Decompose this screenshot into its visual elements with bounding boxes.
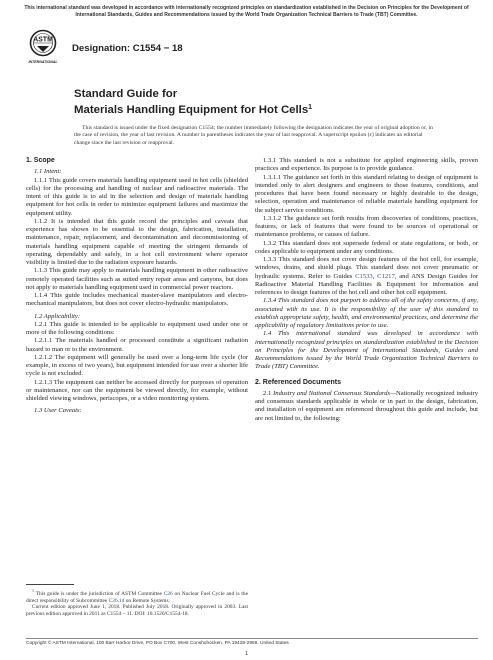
para-1-2: 1.2 Applicability:: [34, 312, 81, 320]
issue-note: This standard is issued under the fixed designation C1554; the number immediately following the designation indicates the year of original adoption or, in the case of revision, the year of last revision. A number in parentheses indicates the year of last reapproval. A superscript epsilon (ε) indicates an editorial change since the last revision or reapproval.: [74, 125, 433, 146]
footnote-divider: [26, 584, 74, 585]
page-title: [74, 87, 312, 117]
para-1-3-1: 1.3.1 This standard is not a substitute for applied engineering skills, proven practices and experience. Its purpose is to provide guidance.: [255, 157, 478, 173]
designation: Designation: C1554 − 18: [72, 43, 183, 54]
para-1-1-1: 1.1.1 This guide covers materials handling equipment used in hot cells (shielded cells) for the processing and handling of nuclear and radioactive materials. The intent of this guide is to aid in the selection and design of materials handling equipment for hot cells in order to minimize equipment failures and maximize the equipment utility.: [26, 176, 248, 217]
title-line-2: Materials Handling Equipment for Hot Cells$^1$: [74, 104, 313, 116]
para-1-2-1-1: 1.2.1.1 The materials handled or processed constitute a significant radiation hazard to man or to the environment.: [26, 337, 248, 353]
referenced-documents-heading: 2. Referenced Documents: [255, 378, 341, 386]
para-1-3-1-1: 1.3.1.1 The guidance set forth in this standard relating to design of equipment is intended only to alert designers and engineers to those features, conditions, and procedures that have been found necessary or highly desirable to the design, selection, operation and maintenance of reliable materials handling equipment for the subject service conditions.: [255, 173, 478, 214]
footnote-line-2: Current edition approved June 1, 2018. Published July 2018. Originally approved in 2003. Last previous edition approved in 2011 as C1554 – 11. DOI: 10.1520/C1554-18.: [26, 604, 248, 618]
title-line-1: Standard Guide for: [74, 88, 178, 100]
logo-text-top: ASTM: [33, 36, 53, 44]
page-number: 1: [244, 651, 249, 657]
para-1-3: 1.3 User Caveats:: [34, 407, 82, 415]
para-1-3-4: 1.3.4 This standard does not purport to address all of the safety concerns, if any, associated with its use. It is the responsibility of the user of this standard to establish appropriate safety, health, and environmental practices, and determine the applicability of regulatory limitations prior to use.: [255, 297, 478, 329]
para-2-1: 2.1 Industry and National Consensus Standards—Nationally recognized industry and consensus standards applicable in whole or in part to the design, fabrication, and installation of equipment are referenced throughout this guide and include, but are not limited to, the following:: [255, 389, 478, 422]
para-1-2-1: 1.2.1 This guide is intended to be applicable to equipment used under one or more of the following conditions:: [26, 320, 248, 336]
ref-link-c1533[interactable]: C1533: [355, 272, 373, 280]
para-1-1-2: 1.1.2 It is intended that this guide record the principles and caveats that experience has shown to be essential to the design, fabrication, installation, maintenance, repair, replacement, and decontamination and decommissioning of materials handling equipment capable of meeting the stringent demands of operating, dependably and safely, in a hot cell environment where operator visibility is limited due to the radiation exposure hazards.: [26, 217, 248, 266]
para-1-1-3: 1.1.3 This guide may apply to materials handling equipment in other radioactive remotely operated facilities such as suited entry repair areas and canyons, but does not apply to materials handling equipment used in commercial power reactors.: [26, 267, 248, 291]
logo-text-bottom: INTERNATIONAL: [28, 60, 58, 64]
top-notice: This international standard was developed in accordance with internationally recognized principles on standardization established in the Decision on Principles for the Development of International Standards, Guides and Recommendations issued by the World Trade Organization Technical Barriers to Trade (TBT) Committee.: [24, 5, 469, 18]
right-column: [255, 157, 478, 423]
para-1-2-1-3: 1.2.1.3 The equipment can neither be accessed directly for purposes of operation or maintenance, nor can the equipment be viewed directly, for example, without shielded viewing windows, periscopes, or a video monitoring system.: [26, 378, 248, 402]
para-1-4: 1.4 This international standard was developed in accordance with internationally recognized principles on standardization established in the Decision on Principles for the Development of International Standards, Guides and Recommendations issued by the World Trade Organization Technical Barriers to Trade (TBT) Committee.: [255, 330, 478, 371]
para-1-3-2: 1.3.2 This standard does not supersede federal or state regulations, or both, or codes applicable to equipment under any conditions.: [255, 239, 478, 255]
ref-link-c26-14[interactable]: C26.14: [108, 597, 125, 604]
scope-heading: 1. Scope: [26, 157, 55, 164]
copyright-divider: [26, 638, 478, 639]
left-column: [26, 157, 248, 416]
para-1-3-1-2: 1.3.1.2 The guidance set forth results from discoveries of conditions, practices, features, or lack of features that were found to be sources of operational or maintenance problems, or causes of failure.: [255, 214, 478, 239]
para-1-1-4: 1.1.4 This guide includes mechanical master-slave manipulators and electro-mechanical manipulators, but does not cover electro-hydraulic manipulators.: [26, 292, 248, 308]
para-1-1: 1.1 Intent:: [34, 168, 62, 176]
footnote: [26, 588, 248, 618]
title-footnote-mark[interactable]: 1: [308, 104, 313, 111]
para-1-2-1-2: 1.2.1.2 The equipment will generally be used over a long-term life cycle (for example, in excess of two years), but equipment intended for use over a shorter life cycle is not excluded.: [26, 353, 248, 378]
footnote-line-1: $^1$ This guide is under the jurisdiction of ASTM Committee C26 on Nuclear Fuel Cycle and is the direct responsibility of Subcommittee C26.14 on Remote Systems.: [26, 588, 248, 604]
copyright: Copyright © ASTM International, 100 Barr Harbor Drive, PO Box C700, West Conshohocken, PA 19428-2959. United States: [26, 641, 289, 646]
para-1-3-3: 1.3.3 This standard does not cover design features of the hot cell, for example, windows, drains, and shield plugs. This standard does not cover pneumatic or hydraulic systems. Refer to Guides C1533, C1217, and ANS Design Guides for Radioactive Material Handling Facilities & Equipment for information and references to design features of the hot cell and other hot cell equipment.: [255, 256, 478, 296]
ref-link-c26[interactable]: C26: [163, 590, 173, 597]
ref-link-c1217[interactable]: C1217: [377, 272, 395, 280]
astm-international-logo: [28, 28, 58, 68]
